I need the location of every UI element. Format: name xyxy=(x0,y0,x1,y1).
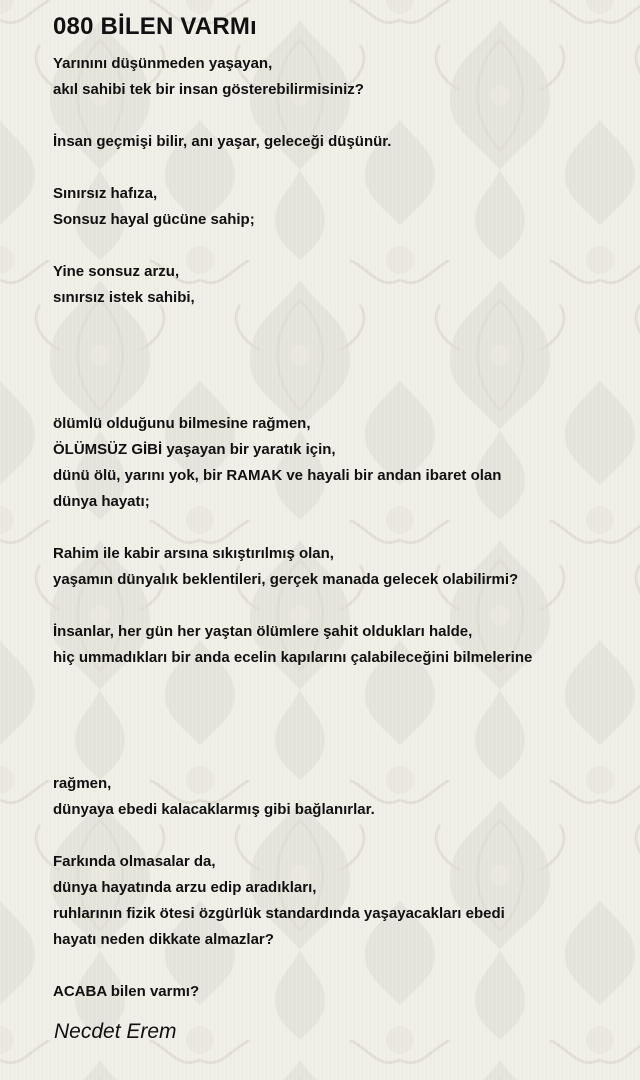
poem-line: Yine sonsuz arzu, xyxy=(53,263,180,280)
poem-line: ÖLÜMSÜZ GİBİ yaşayan bir yaratık için, xyxy=(53,441,336,458)
poem-line: ACABA bilen varmı? xyxy=(53,983,200,1000)
poem-line: ölümlü olduğunu bilmesine rağmen, xyxy=(53,415,311,432)
poem-line: yaşamın dünyalık beklentileri, gerçek manada gelecek olabilirmi? xyxy=(53,571,519,588)
poem-line: rağmen, xyxy=(53,775,112,792)
poem-line: Yarınını düşünmeden yaşayan, xyxy=(53,55,273,72)
poem-line: ruhlarının fizik ötesi özgürlük standardında yaşayacakları ebedi xyxy=(53,905,505,922)
poem-line: İnsan geçmişi bilir, anı yaşar, geleceği düşünür. xyxy=(53,133,392,150)
poem-line: sınırsız istek sahibi, xyxy=(53,289,195,306)
poem-line: Sonsuz hayal gücüne sahip; xyxy=(53,211,255,228)
poem-line: Sınırsız hafıza, xyxy=(53,185,158,202)
poem-line: hayatı neden dikkate almazlar? xyxy=(53,931,274,948)
poem-author: Necdet Erem xyxy=(54,1020,177,1043)
poem-line: dünü ölü, yarını yok, bir RAMAK ve hayali bir andan ibaret olan xyxy=(53,467,502,484)
poem-line: dünyaya ebedi kalacaklarmış gibi bağlanırlar. xyxy=(53,801,375,818)
poem-title: 080 BİLEN VARMı xyxy=(53,13,257,40)
poem-line: İnsanlar, her gün her yaştan ölümlere şahit oldukları halde, xyxy=(53,623,473,640)
poem-line: dünya hayatında arzu edip aradıkları, xyxy=(53,879,317,896)
poem-line: dünya hayatı; xyxy=(53,493,150,510)
poem-line: akıl sahibi tek bir insan gösterebilirmisiniz? xyxy=(53,81,364,98)
poem-line: Farkında olmasalar da, xyxy=(53,853,216,870)
poem-line: Rahim ile kabir arsına sıkıştırılmış olan, xyxy=(53,545,334,562)
poem-line: hiç ummadıkları bir anda ecelin kapılarını çalabileceğini bilmelerine xyxy=(53,649,533,666)
